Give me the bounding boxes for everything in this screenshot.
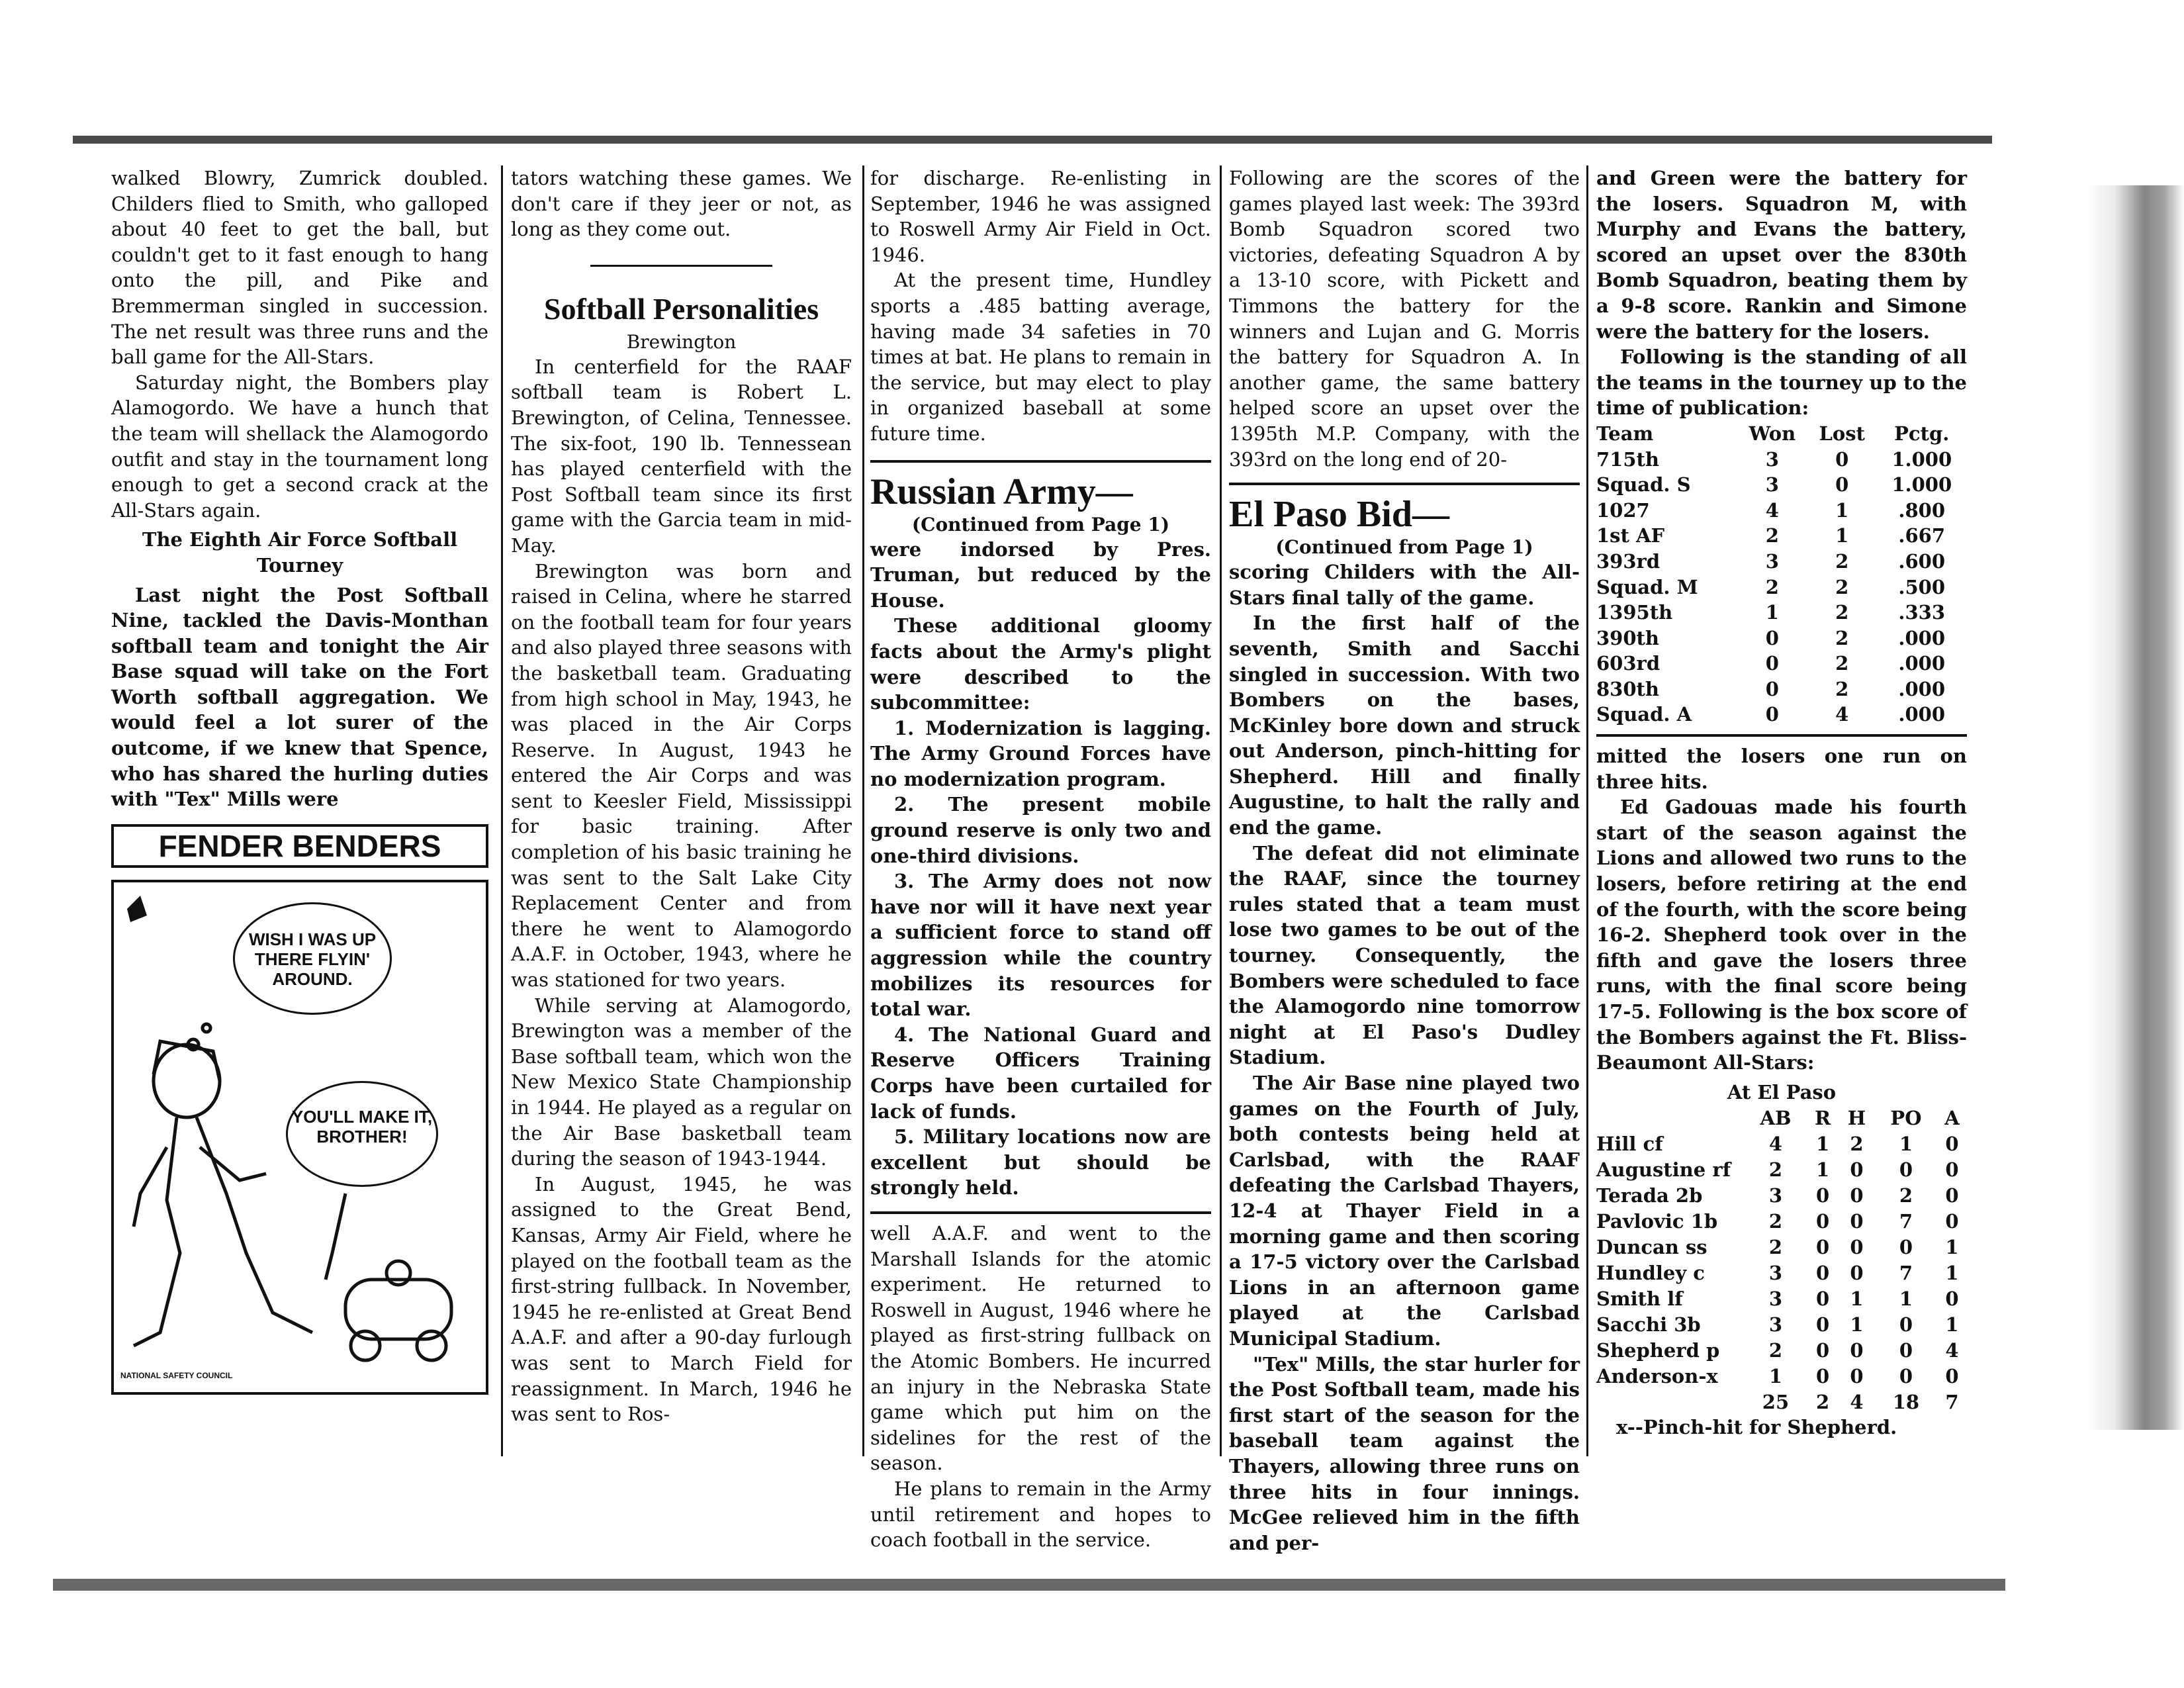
table-cell: 0	[1850, 1209, 1864, 1233]
column-3	[870, 165, 1211, 1552]
article-text: and Green were the battery for the losers. Squadron M, with Murphy and Evans the battery, scored an upset over the 830th Bomb Squadron, beating them by a 9-8 score. Rankin and Simone were the battery for the losers.	[1596, 167, 1967, 343]
table-header: Team	[1596, 422, 1654, 445]
table-row	[1596, 1131, 1967, 1156]
table-cell: .600	[1898, 549, 1946, 573]
table-cell: 0	[1835, 447, 1849, 471]
column-rule	[1220, 165, 1222, 1456]
table-cell: 0	[1945, 1158, 1959, 1181]
article-text: 5. Military locations now are excellent but should be strongly held.	[870, 1125, 1211, 1199]
speech-bubble: YOU'LL MAKE IT, BROTHER!	[286, 1081, 438, 1187]
table-cell: 2	[1835, 652, 1849, 675]
continued-note: (Continued from Page 1)	[1275, 536, 1533, 559]
table-cell: Smith lf	[1596, 1287, 1683, 1310]
article-text: 3. The Army does not now have nor will it have next year a sufficient force to stand off aggression while the country mobilizes its resources for total war.	[870, 870, 1211, 1021]
article-text: 4. The National Guard and Reserve Officers Training Corps have been curtailed for lack of funds.	[870, 1023, 1211, 1123]
article-text: well A.A.F. and went to the Marshall Islands for the atomic experiment. He returned to Roswell in August, 1946 where he played as first-string fullback on the Atomic Bombers. He incurred an injury in the Nebraska State game which put him on the sidelines for the rest of the season.	[870, 1221, 1211, 1475]
table-cell: Anderson-x	[1596, 1364, 1718, 1387]
table-cell: 4	[1850, 1390, 1864, 1413]
table-cell: Hill cf	[1596, 1132, 1663, 1155]
table-cell: 0	[1899, 1364, 1913, 1387]
table-row	[1596, 472, 1967, 498]
table-header: A	[1944, 1106, 1960, 1129]
table-cell: 1	[1835, 524, 1849, 547]
scan-smudge-top	[73, 136, 1992, 144]
cartoon-figure-icon	[114, 882, 486, 1385]
table-header-row	[1596, 421, 1967, 447]
divider	[870, 460, 1211, 463]
table-cell: 3	[1768, 1287, 1783, 1310]
column-1	[111, 165, 488, 1489]
table-cell: .000	[1898, 703, 1946, 726]
table-cell: 0	[1815, 1184, 1830, 1207]
article-text: Following is the standing of all the teams in the tourney up to the time of publication:	[1596, 346, 1967, 420]
table-cell: 603rd	[1596, 652, 1661, 675]
table-cell: 1	[1945, 1235, 1959, 1258]
comic-panel	[111, 880, 488, 1395]
table-cell: 0	[1850, 1261, 1864, 1284]
table-cell: 2	[1835, 549, 1849, 573]
table-row	[1596, 498, 1967, 524]
column-rule	[862, 165, 864, 1456]
speech-bubble: WISH I WAS UP THERE FLYIN' AROUND.	[233, 902, 392, 1015]
table-cell: 1	[1899, 1287, 1913, 1310]
table-cell: Augustine rf	[1596, 1158, 1731, 1181]
table-cell: Sacchi 3b	[1596, 1313, 1701, 1336]
table-cell: 1st AF	[1596, 524, 1665, 547]
table-row	[1596, 1234, 1967, 1260]
comic-credit: NATIONAL SAFETY COUNCIL	[120, 1370, 233, 1380]
table-cell: 1	[1945, 1261, 1959, 1284]
table-cell: 18	[1892, 1390, 1920, 1413]
article-text: Last night the Post Softball Nine, tackled the Davis-Monthan softball team and tonight the Air Base squad will take on the Fort Worth softball aggregation. We would feel a lot surer of the outcome, if we knew that Spence, who has shared the hurling duties with "Tex" Mills were	[111, 583, 488, 811]
article-text: He plans to remain in the Army until retirement and hopes to coach football in the service.	[870, 1477, 1211, 1552]
table-cell: 2	[1815, 1390, 1830, 1413]
table-cell: 0	[1899, 1158, 1913, 1181]
table-row	[1596, 677, 1967, 702]
table-row	[1596, 651, 1967, 677]
table-cell: 4	[1835, 703, 1849, 726]
table-cell: 1	[1815, 1132, 1830, 1155]
scan-smudge-bottom	[53, 1579, 2005, 1591]
table-cell: 1395th	[1596, 601, 1673, 624]
column-2	[511, 165, 852, 1463]
divider	[1596, 734, 1967, 737]
table-row	[1596, 1311, 1967, 1337]
table-cell: .000	[1898, 677, 1946, 700]
headline: Softball Personalities	[543, 291, 819, 326]
table-cell: 0	[1815, 1287, 1830, 1310]
table-cell: 715th	[1596, 447, 1660, 471]
table-cell: 0	[1945, 1287, 1959, 1310]
article-text: tators watching these games. We don't care if they jeer or not, as long as they come out.	[511, 167, 852, 241]
article-text: scoring Childers with the All-Stars final tally of the game.	[1229, 561, 1580, 609]
table-cell: 2	[1835, 601, 1849, 624]
table-cell: 0	[1815, 1261, 1830, 1284]
table-cell: 0	[1899, 1313, 1913, 1336]
article-text: Ed Gadouas made his fourth start of the season against the Lions and allowed two runs to the losers, before retiring at the end of the fourth, with the score being 16-2. Shepherd took over in the fifth and gave the losers three runs, with the final score being 17-5. Following is the box score of the Bombers against the Ft. Bliss-Beaumont All-Stars:	[1596, 796, 1967, 1074]
table-cell: Hundley c	[1596, 1261, 1705, 1284]
table-cell: 0	[1850, 1338, 1864, 1362]
article-text: 1. Modernization is lagging. The Army Ground Forces have no modernization program.	[870, 716, 1211, 790]
table-header: Lost	[1819, 422, 1865, 445]
table-cell: 3	[1768, 1184, 1783, 1207]
table-cell: 1	[1765, 601, 1779, 624]
table-cell: 2	[1768, 1235, 1783, 1258]
article-text: The defeat did not eliminate the RAAF, since the tourney rules stated that a team must lose two games to be out of the tourney. Consequently, the Bombers were scheduled to face the Alamogordo nine tomorrow night at El Paso's Dudley Stadium.	[1229, 841, 1580, 1069]
comic-title: FENDER BENDERS	[111, 824, 488, 868]
table-cell: 0	[1765, 626, 1779, 649]
table-cell: 2	[1765, 524, 1779, 547]
table-header: R	[1814, 1106, 1831, 1129]
table-header-row	[1596, 1105, 1967, 1131]
box-score-title: At El Paso	[1727, 1080, 1837, 1103]
article-text: Brewington was born and raised in Celina, where he starred on the football team for four years and also played three seasons with the basketball team. Graduating from high school in May, 1943, he was placed in the Air Corps Reserve. In August, 1943 he entered the Air Corps and was sent to Keesler Field, Mississippi for basic training. After completion of his basic training he was sent to the Salt Lake City Replacement Center and from there he went to Alamogordo A.A.F. in October, 1943, where he was stationed for two years.	[511, 559, 852, 992]
table-cell: 0	[1945, 1364, 1959, 1387]
table-row	[1596, 575, 1967, 600]
table-cell: 0	[1815, 1313, 1830, 1336]
table-cell: 4	[1945, 1338, 1959, 1362]
table-cell: 0	[1850, 1184, 1864, 1207]
standings-table	[1596, 421, 1967, 727]
table-cell: 2	[1765, 575, 1779, 598]
table-cell: 7	[1945, 1390, 1959, 1413]
table-cell: .000	[1898, 626, 1946, 649]
table-cell: 1	[1768, 1364, 1783, 1387]
table-cell: 0	[1945, 1132, 1959, 1155]
table-cell: 0	[1899, 1235, 1913, 1258]
table-cell: 2	[1768, 1338, 1783, 1362]
table-cell: 0	[1815, 1209, 1830, 1233]
table-row	[1596, 1389, 1967, 1415]
table-cell: 3	[1765, 447, 1779, 471]
subheading: The Eighth Air Force Softball Tourney	[142, 528, 458, 577]
table-cell: 0	[1815, 1235, 1830, 1258]
article-text: In August, 1945, he was assigned to the Great Bend, Kansas, Army Air Field, where he played on the football team as the first-string fullback. In November, 1945 he re-enlisted at Great Bend A.A.F. and after a 90-day furlough was sent to March Field for reassignment. In March, 1946 he was sent to Ros-	[511, 1172, 852, 1426]
table-cell: .667	[1898, 524, 1946, 547]
table-row	[1596, 523, 1967, 549]
table-cell: .500	[1898, 575, 1946, 598]
table-cell: Shepherd p	[1596, 1338, 1720, 1362]
box-score-table	[1596, 1105, 1967, 1415]
table-row	[1596, 626, 1967, 651]
table-row	[1596, 702, 1967, 727]
table-cell: 2	[1899, 1184, 1913, 1207]
footnote: x--Pinch-hit for Shepherd.	[1616, 1416, 1897, 1439]
table-header: Won	[1749, 422, 1796, 445]
article-text: While serving at Alamogordo, Brewington was a member of the Base softball team, which won the New Mexico State Championship in 1944. He played as a regular on the Air Base basketball team during the season of 1943-1944.	[511, 994, 852, 1170]
table-cell: 0	[1945, 1184, 1959, 1207]
table-cell: 0	[1765, 652, 1779, 675]
table-cell: 1	[1850, 1313, 1864, 1336]
table-cell: 2	[1768, 1158, 1783, 1181]
table-cell: 1027	[1596, 498, 1650, 522]
table-row	[1596, 1363, 1967, 1389]
table-cell: Terada 2b	[1596, 1184, 1703, 1207]
table-cell: 0	[1765, 703, 1779, 726]
table-header: H	[1847, 1106, 1866, 1129]
article-text: These additional gloomy facts about the Army's plight were described to the subcommittee:	[870, 614, 1211, 714]
table-header: AB	[1760, 1106, 1792, 1129]
table-cell: 2	[1835, 626, 1849, 649]
table-cell: 3	[1768, 1313, 1783, 1336]
article-text: mitted the losers one run on three hits.	[1596, 745, 1967, 793]
table-header: PO	[1890, 1106, 1922, 1129]
byline: Brewington	[626, 330, 737, 353]
column-5	[1596, 165, 1967, 1489]
table-cell: Squad. M	[1596, 575, 1698, 598]
divider	[590, 265, 772, 267]
article-text: In centerfield for the RAAF softball team is Robert L. Brewington, of Celina, Tennessee. The six-foot, 190 lb. Tennessean has played centerfield with the Post Softball team since its first game with the Garcia team in mid-May.	[511, 355, 852, 557]
table-cell: 1.000	[1891, 447, 1952, 471]
table-cell: Squad. S	[1596, 473, 1691, 496]
table-row	[1596, 1208, 1967, 1234]
table-cell: Duncan ss	[1596, 1235, 1707, 1258]
article-text: Following are the scores of the games played last week: The 393rd Bomb Squadron scored two victories, defeating Squadron A by a 13-10 score, with Pickett and Timmons the battery for the winners and Lujan and G. Morris the battery for Squadron A. In another game, the same battery helped score an upset over the 1395th M.P. Company, with the 393rd on the long end of 20-	[1229, 167, 1580, 471]
table-cell: 7	[1899, 1261, 1913, 1284]
table-cell: 4	[1768, 1132, 1783, 1155]
table-cell: 0	[1765, 677, 1779, 700]
table-cell: 1	[1899, 1132, 1913, 1155]
table-row	[1596, 1286, 1967, 1311]
article-text: for discharge. Re-enlisting in September, 1946 he was assigned to Roswell Army Air Field in Oct. 1946.	[870, 167, 1211, 266]
table-cell: 1	[1850, 1287, 1864, 1310]
table-cell: 1.000	[1891, 473, 1952, 496]
table-cell: 2	[1835, 575, 1849, 598]
table-cell: 4	[1765, 498, 1779, 522]
table-cell: 1	[1945, 1313, 1959, 1336]
table-cell: Squad. A	[1596, 703, 1692, 726]
table-row	[1596, 1337, 1967, 1363]
divider	[1229, 483, 1580, 485]
table-cell: 3	[1768, 1261, 1783, 1284]
article-text: were indorsed by Pres. Truman, but reduced by the House.	[870, 538, 1211, 612]
table-cell: 0	[1815, 1364, 1830, 1387]
table-row	[1596, 1156, 1967, 1182]
table-cell: 0	[1850, 1158, 1864, 1181]
article-text: Saturday night, the Bombers play Alamogordo. We have a hunch that the team will shellack the Alamogordo outfit and stay in the tournament long enough to get a second crack at the All-Stars again.	[111, 371, 488, 522]
table-cell: 0	[1850, 1364, 1864, 1387]
table-cell: 0	[1850, 1235, 1864, 1258]
table-cell: 0	[1899, 1338, 1913, 1362]
table-cell: .800	[1898, 498, 1946, 522]
table-header	[1596, 1105, 1745, 1131]
table-row	[1596, 1260, 1967, 1286]
continued-note: (Continued from Page 1)	[911, 513, 1170, 536]
table-cell: 390th	[1596, 626, 1660, 649]
headline: Russian Army—	[870, 471, 1133, 512]
table-cell	[1596, 1389, 1745, 1415]
table-cell: 25	[1762, 1390, 1790, 1413]
article-text: At the present time, Hundley sports a .485 batting average, having made 34 safeties in 70 times at bat. He plans to remain in the service, but may elect to play in organized baseball at some future time.	[870, 269, 1211, 445]
article-text: 2. The present mobile ground reserve is only two and one-third divisions.	[870, 793, 1211, 867]
table-cell: 0	[1815, 1338, 1830, 1362]
headline: El Paso Bid—	[1229, 494, 1449, 536]
table-cell: 0	[1835, 473, 1849, 496]
article-text: The Air Base nine played two games on the Fourth of July, both contests being held at Carlsbad, with the RAAF defeating the Carlsbad Thayers, 12-4 at Thayer Field in a morning game and then scoring a 17-5 victory over the Carlsbad Lions in an afternoon game played at the Carlsbad Municipal Stadium.	[1229, 1072, 1580, 1350]
table-row	[1596, 600, 1967, 626]
article-text: "Tex" Mills, the star hurler for the Post Softball team, made his first start of the season for the baseball team against the Thayers, allowing three runs on three hits in four innings. McGee relieved him in the fifth and per-	[1229, 1352, 1580, 1554]
table-cell: 1	[1815, 1158, 1830, 1181]
table-cell: .000	[1898, 652, 1946, 675]
table-row	[1596, 447, 1967, 473]
table-cell: 830th	[1596, 677, 1660, 700]
table-cell: 2	[1850, 1132, 1864, 1155]
table-cell: 3	[1765, 549, 1779, 573]
table-cell: 7	[1899, 1209, 1913, 1233]
table-cell: 2	[1835, 677, 1849, 700]
column-rule	[501, 165, 503, 1456]
table-cell: 393rd	[1596, 549, 1661, 573]
table-cell: Pavlovic 1b	[1596, 1209, 1718, 1233]
table-cell: 1	[1835, 498, 1849, 522]
table-header: Pctg.	[1894, 422, 1950, 445]
column-4	[1229, 165, 1580, 1554]
table-cell: 2	[1768, 1209, 1783, 1233]
table-cell: .333	[1898, 601, 1946, 624]
column-rule	[1586, 165, 1588, 1456]
table-cell: 0	[1945, 1209, 1959, 1233]
divider	[870, 1211, 1211, 1214]
table-row	[1596, 1182, 1967, 1208]
article-text: In the first half of the seventh, Smith and Sacchi singled in succession. With two Bombers on the bases, McKinley bore down and struck out Anderson, pinch-hitting for Shepherd. Hill and finally Augustine, to halt the rally and end the game.	[1229, 612, 1580, 839]
table-row	[1596, 549, 1967, 575]
article-text: walked Blowry, Zumrick doubled. Childers flied to Smith, who galloped about 40 feet to get the ball, but couldn't get to it fast enough to hang onto the pill, and Pike and Bremmerman singled in succession. The net result was three runs and the ball game for the All-Stars.	[111, 167, 488, 369]
table-cell: 3	[1765, 473, 1779, 496]
scan-edge-shadow	[2085, 185, 2184, 1430]
